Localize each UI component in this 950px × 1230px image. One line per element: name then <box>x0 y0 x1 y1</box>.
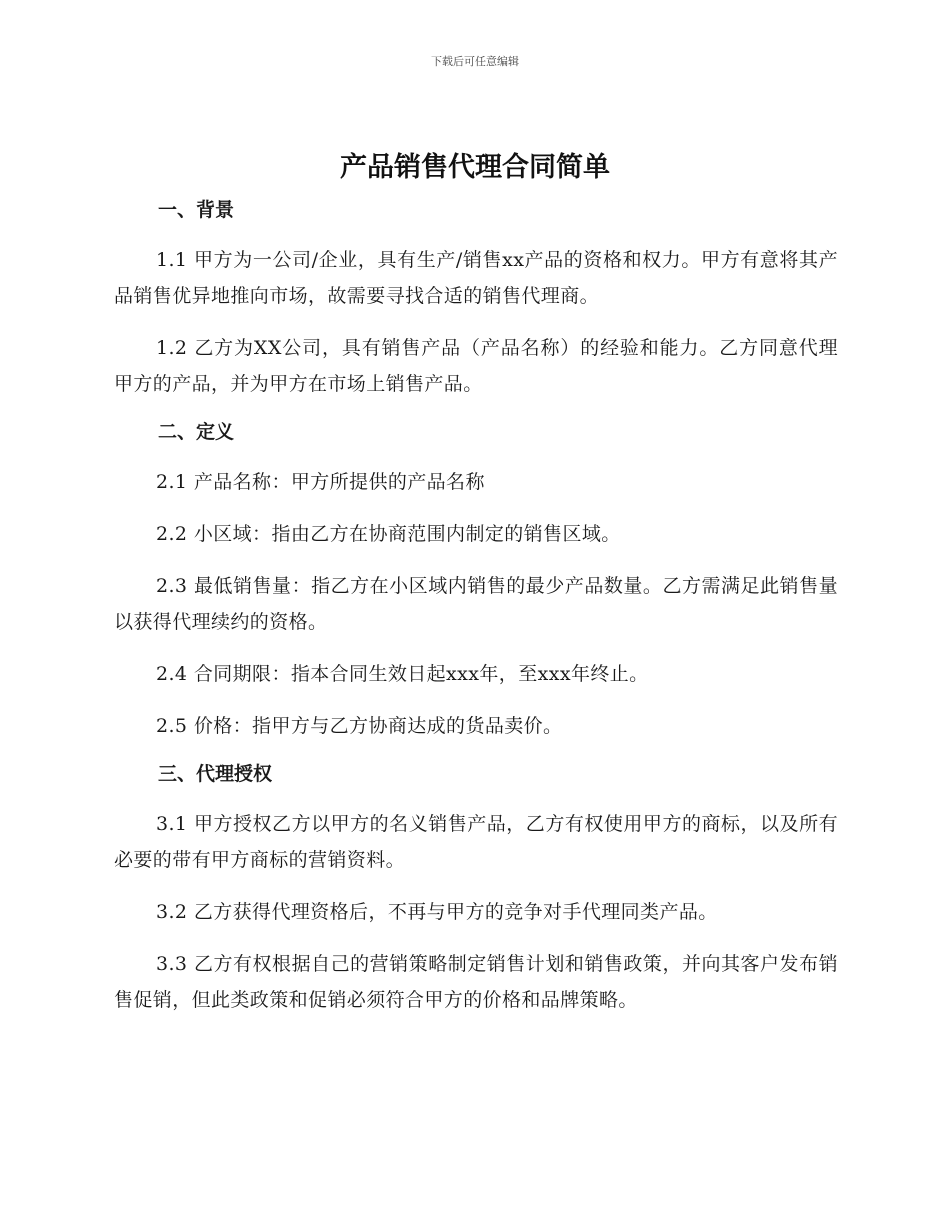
paragraph-3-3: 3.3 乙方有权根据自己的营销策略制定销售计划和销售政策，并向其客户发布销售促销，但此类政策和促销必须符合甲方的价格和品牌策略。 <box>114 953 838 1011</box>
section-heading-agency-authorization: 三、代理授权 <box>158 763 273 785</box>
paragraph-2-1: 2.1 产品名称：甲方所提供的产品名称 <box>156 471 485 493</box>
paragraph-3-1: 3.1 甲方授权乙方以甲方的名义销售产品，乙方有权使用甲方的商标，以及所有必要的带有甲方商标的营销资料。 <box>114 813 838 871</box>
section-heading-definitions: 二、定义 <box>158 421 235 443</box>
header-note: 下载后可任意编辑 <box>431 55 519 68</box>
paragraph-2-5: 2.5 价格：指甲方与乙方协商达成的货品卖价。 <box>156 715 563 737</box>
section-heading-background: 一、背景 <box>158 199 235 221</box>
document-title: 产品销售代理合同简单 <box>340 152 610 183</box>
paragraph-2-4: 2.4 合同期限：指本合同生效日起xxx年，至xxx年终止。 <box>156 663 649 685</box>
paragraph-2-3: 2.3 最低销售量：指乙方在小区域内销售的最少产品数量。乙方需满足此销售量以获得代理续约的资格。 <box>114 575 838 633</box>
paragraph-1-1: 1.1 甲方为一公司/企业，具有生产/销售xx产品的资格和权力。甲方有意将其产品销售优异地推向市场，故需要寻找合适的销售代理商。 <box>114 249 838 307</box>
document-body <box>114 196 838 1018</box>
paragraph-1-2: 1.2 乙方为XX公司，具有销售产品（产品名称）的经验和能力。乙方同意代理甲方的产品，并为甲方在市场上销售产品。 <box>114 337 838 395</box>
paragraph-3-2: 3.2 乙方获得代理资格后，不再与甲方的竞争对手代理同类产品。 <box>156 901 718 923</box>
paragraph-2-2: 2.2 小区域：指由乙方在协商范围内制定的销售区域。 <box>156 523 621 545</box>
